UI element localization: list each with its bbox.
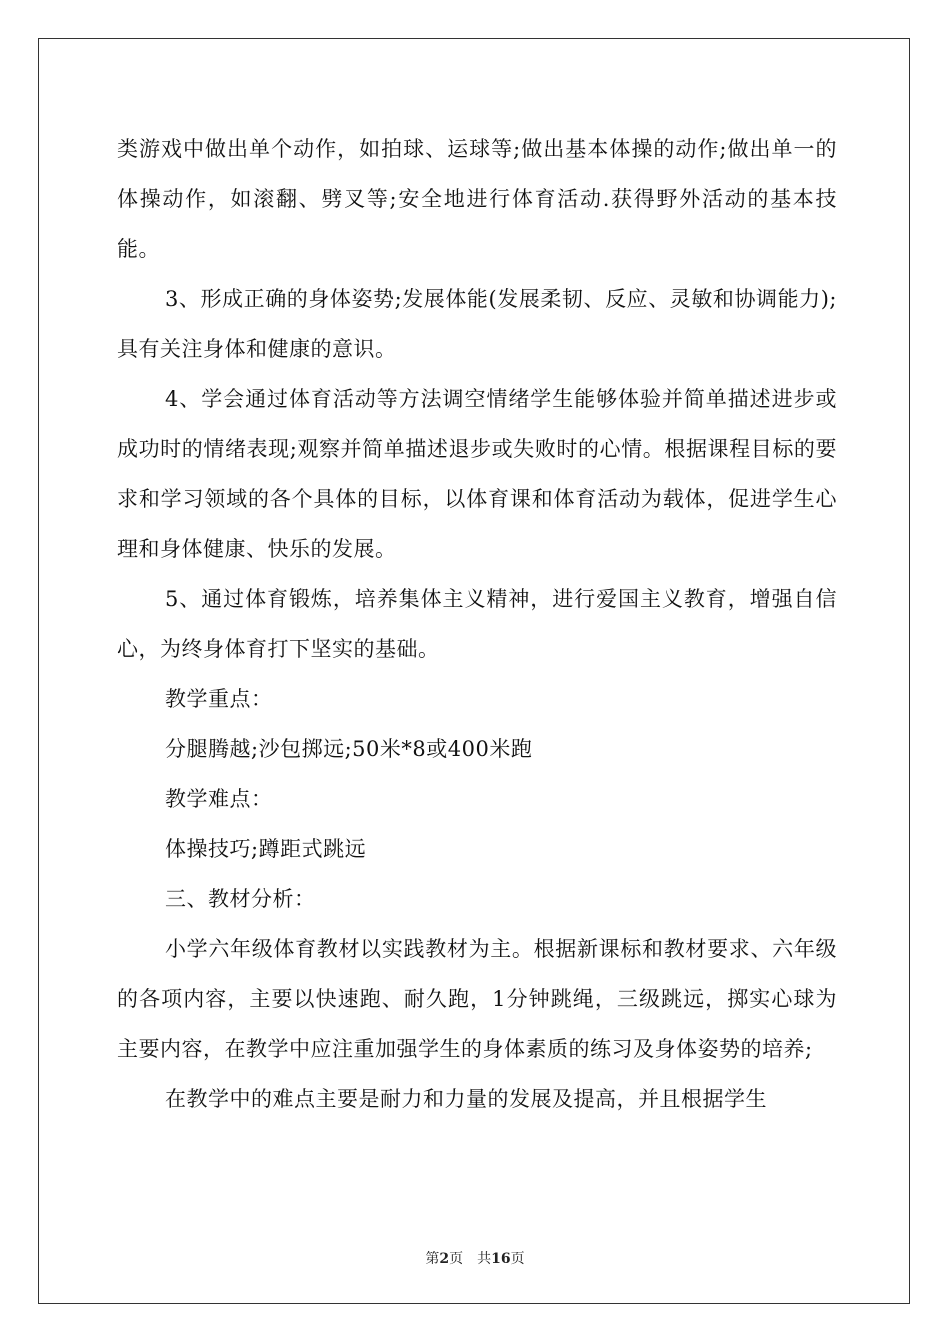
paragraph: 4、学会通过体育活动等方法调空情绪学生能够体验并简单描述进步或成功时的情绪表现;观察并简单描述退步或失败时的心情。根据课程目标的要求和学习领域的各个具体的目标，以体育课和体育活动为载体，促进学生心理和身体健康、快乐的发展。 xyxy=(117,387,837,561)
paragraph: 小学六年级体育教材以实践教材为主。根据新课标和教材要求、六年级的各项内容，主要以快速跑、耐久跑，1分钟跳绳，三级跳远，掷实心球为主要内容，在教学中应注重加强学生的身体素质的练习及身体姿势的培养; xyxy=(117,937,837,1061)
total-pages: 16 xyxy=(491,1251,511,1267)
total-suffix: 页 xyxy=(510,1251,525,1267)
paragraph: 在教学中的难点主要是耐力和力量的发展及提高，并且根据学生 xyxy=(165,1087,767,1111)
paragraph: 分腿腾越;沙包掷远;50米*8或400米跑 xyxy=(165,737,533,761)
document-body xyxy=(117,124,837,1124)
page-number: 2 xyxy=(439,1251,450,1267)
total-prefix: 共 xyxy=(477,1251,492,1267)
page-suffix: 页 xyxy=(449,1251,464,1267)
paragraph: 体操技巧;蹲距式跳远 xyxy=(165,837,367,861)
section-heading-material-analysis: 三、教材分析： xyxy=(165,887,316,911)
section-label-key-points: 教学重点： xyxy=(165,687,273,711)
paragraph: 类游戏中做出单个动作，如拍球、运球等;做出基本体操的动作;做出单一的体操动作，如滚翻、劈叉等;安全地进行体育活动.获得野外活动的基本技能。 xyxy=(117,137,837,261)
section-label-difficulties: 教学难点： xyxy=(165,787,273,811)
paragraph: 3、形成正确的身体姿势;发展体能(发展柔韧、反应、灵敏和协调能力);具有关注身体和健康的意识。 xyxy=(117,287,837,361)
page-footer xyxy=(0,1248,950,1268)
footer-prefix: 第 xyxy=(425,1251,440,1267)
paragraph: 5、通过体育锻炼，培养集体主义精神，进行爱国主义教育，增强自信心，为终身体育打下坚实的基础。 xyxy=(117,587,837,661)
